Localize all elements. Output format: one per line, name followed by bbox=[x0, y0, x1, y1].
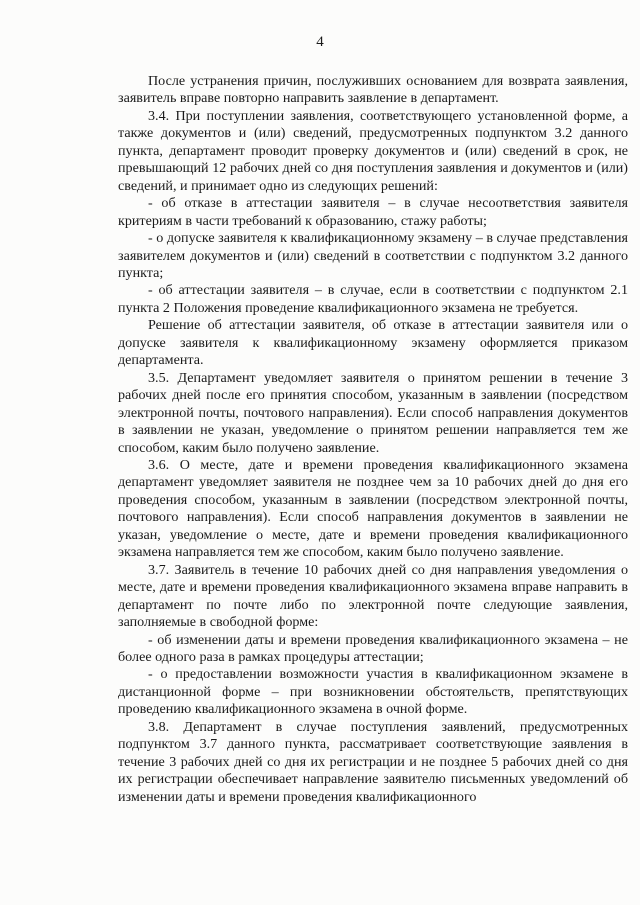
list-item-remote-participation: - о предоставлении возможности участия в квалификационном экзамене в дистанционной форме – при возникновении обстоятельств, препятствующих проведению квалификационного экзамена в очной форме. bbox=[118, 666, 628, 718]
paragraph-3-8: 3.8. Департамент в случае поступления заявлений, предусмотренных подпунктом 3.7 данного пункта, рассматривает соответствующие заявления в течение 3 рабочих дней со дня их регистрации и не позднее 5 рабочих дней со дня их регистрации обеспечивает направление заявителю письменных уведомлений об изменении даты и времени проведения квалификационного bbox=[118, 718, 628, 805]
paragraph-decision-order: Решение об аттестации заявителя, об отказе в аттестации заявителя или о допуске заявителя к квалификационному экзамену оформляется приказом департамента. bbox=[118, 317, 628, 369]
paragraph-3-6: 3.6. О месте, дате и времени проведения квалификационного экзамена департамент уведомляет заявителя не позднее чем за 10 рабочих дней до дня его проведения способом, указанным в заявлении (посредством электронной почты, почтового направления). Если способ направления документов в заявлении не указан, уведомление о месте, дате и времени проведения квалификационного экзамена направляется тем же способом, каким было получено заявление. bbox=[118, 456, 628, 561]
document-body bbox=[118, 73, 628, 806]
list-item-refusal: - об отказе в аттестации заявителя – в случае несоответствия заявителя критериям в части требований к образованию, стажу работы; bbox=[118, 195, 628, 229]
paragraph-return-resubmission: После устранения причин, послуживших основанием для возврата заявления, заявитель вправе повторно направить заявление в департамент. bbox=[118, 73, 628, 107]
list-item-date-change: - об изменении даты и времени проведения квалификационного экзамена – не более одного раза в рамках процедуры аттестации; bbox=[118, 631, 628, 665]
list-item-attestation: - об аттестации заявителя – в случае, если в соответствии с подпунктом 2.1 пункта 2 Положения проведение квалификационного экзамена не требуется. bbox=[118, 282, 628, 316]
paragraph-3-4: 3.4. При поступлении заявления, соответствующего установленной форме, а также документов и (или) сведений, предусмотренных подпунктом 3.2 данного пункта, департамент проводит проверку документов и (или) сведений в срок, не превышающий 12 рабочих дней со дня поступления заявления и документов и (или) сведений, и принимает одно из следующих решений: bbox=[118, 107, 628, 194]
paragraph-3-7: 3.7. Заявитель в течение 10 рабочих дней со дня направления уведомления о месте, дате и времени проведения квалификационного экзамена вправе направить в департамент по почте либо по электронной почте следующие заявления, заполняемые в свободной форме: bbox=[118, 561, 628, 631]
list-item-admission: - о допуске заявителя к квалификационному экзамену – в случае представления заявителем документов и (или) сведений в соответствии с подпунктом 3.2 данного пункта; bbox=[118, 230, 628, 281]
page-number: 4 bbox=[316, 34, 324, 50]
paragraph-3-5: 3.5. Департамент уведомляет заявителя о принятом решении в течение 3 рабочих дней после его принятия способом, указанным в заявлении (посредством электронной почты, почтового направления). Если способ направления документов в заявлении не указан, уведомление о принятом решении направляется тем же способом, каким было получено заявление. bbox=[118, 369, 628, 456]
